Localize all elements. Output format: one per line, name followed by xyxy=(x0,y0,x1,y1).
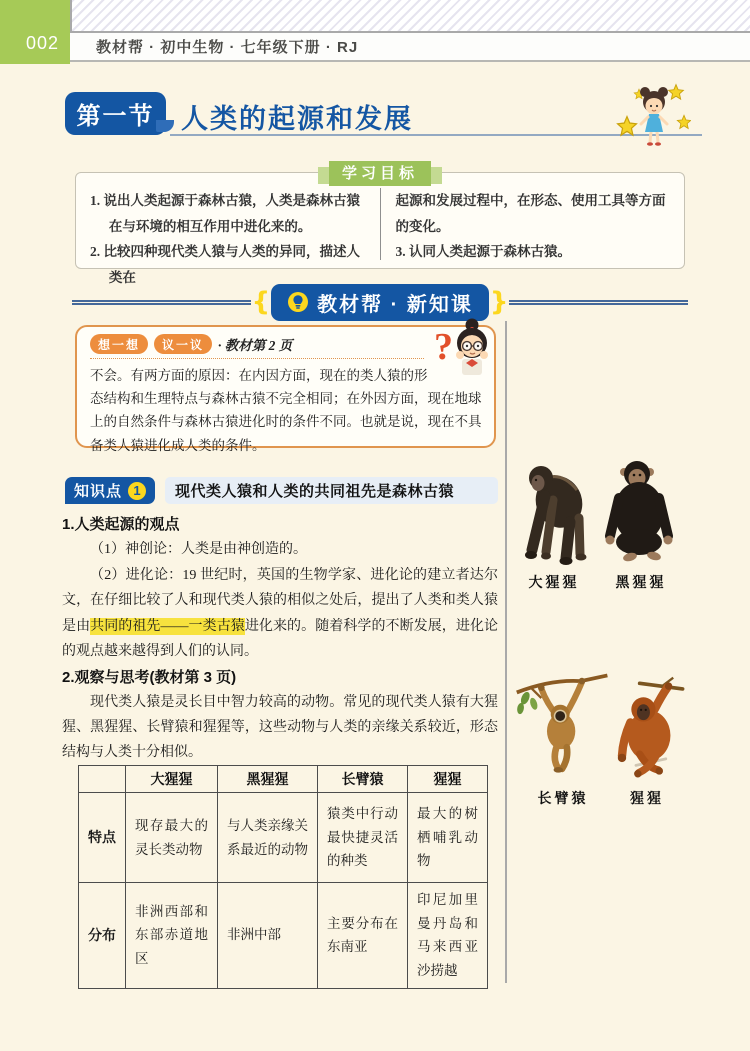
table-header-row xyxy=(79,766,488,793)
page-number: 002 xyxy=(0,0,70,64)
learning-objectives-badge xyxy=(318,161,442,186)
evolution-text-head: （2）进化论：19 世纪时，英国的生物学家、进化论的建立者达尔文，在仔细比较了人和现代类人猿的相似之处后，提出了人类和类人猿是由 xyxy=(62,568,498,634)
badge-left-tab xyxy=(318,167,329,184)
discuss-badge: 议一议 xyxy=(154,334,212,354)
think-discuss-box xyxy=(75,325,496,453)
table-header-orangutan: 猩猩 xyxy=(408,766,488,793)
textbook-page-ref: · 教材第 2 页 xyxy=(218,338,293,353)
cell-orangutan-distribution: 印尼加里曼丹岛和马来西亚沙捞越 xyxy=(408,883,488,989)
table-header-gibbon: 长臂猿 xyxy=(318,766,408,793)
header-stripe-decoration xyxy=(70,0,750,33)
figure-label: 猩猩 xyxy=(630,792,664,807)
orangutan-illustration xyxy=(608,674,686,784)
table-header-gorilla: 大猩猩 xyxy=(126,766,218,793)
figure-chimpanzee xyxy=(596,456,686,592)
paragraph-evolution xyxy=(62,563,498,664)
objective-item-2: 2. 比较四种现代类人猿与人类的异同，描述人类在 xyxy=(90,244,360,285)
knowledge-point-heading xyxy=(65,477,498,504)
highlighted-ancestor-text: 共同的祖先——一类古猿 xyxy=(90,618,245,634)
gorilla-illustration xyxy=(515,460,593,568)
figure-gorilla xyxy=(512,460,596,592)
learning-objectives-box xyxy=(75,165,685,285)
section-badge: 第一节 xyxy=(65,92,166,135)
figure-label: 黑猩猩 xyxy=(615,576,667,591)
objective-item-1: 1. 说出人类起源于森林古猿，人类是森林古猿在与环境的相互作用中进化来的。 xyxy=(90,193,360,234)
chimpanzee-illustration xyxy=(597,456,685,568)
knowledge-point-badge xyxy=(65,477,155,504)
banner-title: 教材帮 · 新知课 xyxy=(317,293,473,316)
badge-right-tab xyxy=(431,167,442,184)
think-answer-text xyxy=(90,364,482,457)
think-answer: 不会。有两方面的原因：在内因方面，现在的类人猿的形态结构和生理特点与森林古猿不完全相同；在外因方面，现在地球上的自然条件与森林古猿进化时的条件不同。也就是说，现在不具备类人猿进化成人类的条件。 xyxy=(90,368,482,453)
svg-text:?: ? xyxy=(434,326,453,368)
lesson-banner-row xyxy=(72,284,688,320)
cell-gibbon-distribution: 主要分布在东南亚 xyxy=(318,883,408,989)
cell-gibbon-features: 猿类中行动最快捷灵活的种类 xyxy=(318,793,408,883)
table-row xyxy=(79,883,488,989)
table-header-chimpanzee: 黑猩猩 xyxy=(218,766,318,793)
objective-item-2-cont: 起源和发展过程中，在形态、使用工具等方面的变化。 xyxy=(395,193,666,234)
gibbon-illustration xyxy=(513,666,612,784)
paragraph-modern-apes: 现代类人猿是灵长目中智力较高的动物。常见的现代类人猿有大猩猩、黑猩猩、长臂猿和猩猩等，这些动物与人类的亲缘关系较近，形态结构与人类十分相似。 xyxy=(62,694,498,761)
cell-orangutan-features: 最大的树栖哺乳动物 xyxy=(408,793,488,883)
row-label-distribution: 分布 xyxy=(79,883,126,989)
table-row xyxy=(79,793,488,883)
paragraph-creationism: （1）神创论：人类是由神创造的。 xyxy=(90,542,307,557)
figure-gibbon xyxy=(508,666,618,808)
banner-bracket-right: } xyxy=(489,287,509,317)
objective-item-3: 3. 认同人类起源于森林古猿。 xyxy=(395,244,571,260)
table-header-empty xyxy=(79,766,126,793)
page-title: 人类的起源和发展 xyxy=(181,104,413,134)
think-badge: 想一想 xyxy=(90,334,148,354)
figure-orangutan xyxy=(604,674,690,808)
page-header xyxy=(70,33,750,62)
banner-line-right xyxy=(509,300,688,305)
banner-bracket-left: { xyxy=(251,287,271,317)
cell-chimpanzee-distribution: 非洲中部 xyxy=(218,883,318,989)
cell-chimpanzee-features: 与人类亲缘关系最近的动物 xyxy=(218,793,318,883)
cell-gorilla-distribution: 非洲西部和东部赤道地区 xyxy=(126,883,218,989)
column-divider xyxy=(505,321,507,983)
objectives-title: 学习目标 xyxy=(329,161,431,186)
evolution-text-tail: 进化来的。随着科学的不断发展，进化论的观点越来越得到人们的认同。 xyxy=(62,618,499,659)
main-text-column xyxy=(62,511,498,767)
knowledge-point-title: 现代类人猿和人类的共同祖先是森林古猿 xyxy=(165,477,498,504)
thinking-girl-icon xyxy=(434,315,494,381)
row-label-features: 特点 xyxy=(79,793,126,883)
knowledge-point-label: 知识点 xyxy=(74,483,123,500)
header-title: 教材帮 · 初中生物 · 七年级下册 · RJ xyxy=(96,39,359,56)
think-box-header xyxy=(90,334,424,359)
banner-line-left xyxy=(72,300,251,305)
figure-label: 大猩猩 xyxy=(528,576,580,591)
lightbulb-icon xyxy=(287,291,309,313)
apes-comparison-table xyxy=(78,765,488,989)
figure-label: 长臂猿 xyxy=(537,792,589,807)
subheading-observe-think: 2.观察与思考(教材第 3 页) xyxy=(62,668,237,686)
subheading-origin-views: 1.人类起源的观点 xyxy=(62,516,180,533)
mascot-girl-icon xyxy=(615,82,691,150)
cell-gorilla-features: 现存最大的灵长类动物 xyxy=(126,793,218,883)
knowledge-point-number: 1 xyxy=(128,482,146,500)
